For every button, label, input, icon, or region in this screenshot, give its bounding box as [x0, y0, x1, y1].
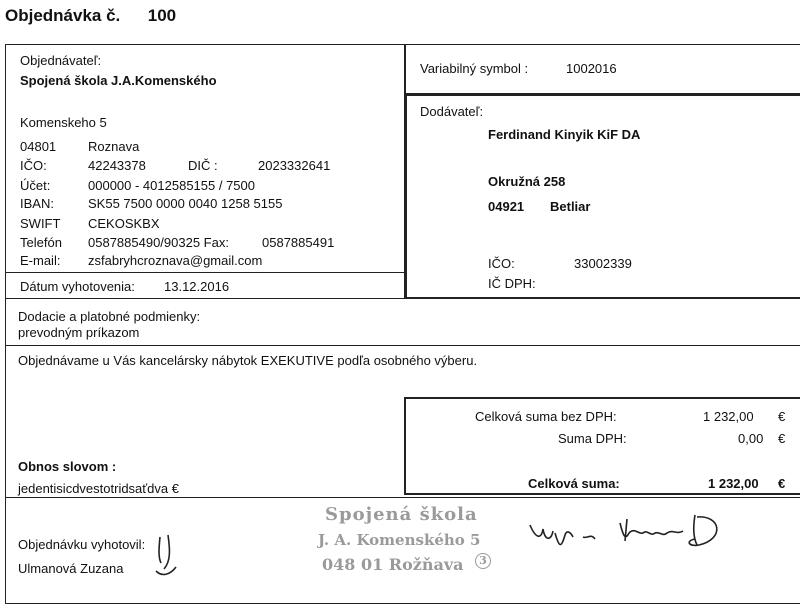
words-value: jedentisicdvestotridsaťdva €	[18, 481, 179, 496]
stamp-line-3: 048 01 Rožňava	[322, 555, 464, 574]
buyer-label: Objednávateľ:	[20, 53, 102, 68]
supplier-label: Dodávateľ:	[420, 104, 484, 119]
date-value: 13.12.2016	[164, 279, 230, 294]
buyer-swift-label: SWIFT	[20, 216, 61, 231]
buyer-dic-label: DIČ :	[188, 158, 218, 173]
variable-symbol-label: Variabilný symbol :	[420, 61, 529, 76]
net-total-label: Celková suma bez DPH:	[475, 409, 617, 424]
stamp-line-1: Spojená škola	[325, 504, 478, 525]
supplier-city: Betliar	[550, 199, 591, 214]
buyer-street: Komenskeho 5	[20, 115, 107, 130]
grand-total-value: 1 232,00	[708, 476, 759, 491]
grand-total-label: Celková suma:	[528, 476, 620, 491]
buyer-iban-label: IBAN:	[20, 196, 54, 211]
date-separator	[5, 272, 405, 273]
buyer-phone: 0587885490/90325 Fax:	[88, 235, 229, 250]
buyer-account: 000000 - 4012585155 / 7500	[88, 178, 255, 193]
buyer-swift: CEKOSKBX	[88, 216, 160, 231]
initials-signature	[150, 533, 180, 579]
prepared-label: Objednávku vyhotovil:	[18, 537, 146, 552]
buyer-account-label: Účet:	[20, 178, 51, 193]
vat-currency: €	[778, 431, 786, 446]
buyer-city: Roznava	[88, 139, 140, 154]
document-title	[5, 6, 176, 26]
buyer-email-label: E-mail:	[20, 253, 61, 268]
stamp-line-2: J. A. Komenského 5	[318, 531, 481, 549]
stamp-mark: 3	[475, 553, 491, 569]
buyer-fax: 0587885491	[262, 235, 335, 250]
supplier-zip: 04921	[488, 199, 525, 214]
order-number: 100	[147, 6, 177, 25]
buyer-email: zsfabryhcroznava@gmail.com	[88, 253, 263, 268]
terms-separator	[5, 345, 800, 346]
vat-value: 0,00	[738, 431, 764, 446]
supplier-ico-label: IČO:	[488, 256, 515, 271]
buyer-name: Spojená škola J.A.Komenského	[20, 73, 217, 88]
buyer-iban: SK55 7500 0000 0040 1258 5155	[88, 196, 283, 211]
terms-value: prevodným príkazom	[18, 325, 140, 340]
prepared-name: Ulmanová Zuzana	[18, 561, 124, 576]
vat-label: Suma DPH:	[558, 431, 627, 446]
title-label: Objednávka č.	[5, 6, 121, 25]
buyer-dic: 2023332641	[258, 158, 331, 173]
variable-symbol-value: 1002016	[566, 61, 617, 76]
words-label: Obnos slovom :	[18, 459, 117, 474]
buyer-ico: 42243378	[88, 158, 146, 173]
supplier-icdph-label: IČ DPH:	[488, 276, 536, 291]
terms-label: Dodacie a platobné podmienky:	[18, 309, 201, 324]
handwritten-signature	[525, 505, 730, 555]
words-separator	[5, 497, 800, 498]
buyer-zip: 04801	[20, 139, 57, 154]
buyer-phone-label: Telefón	[20, 235, 62, 250]
supplier-street: Okružná 258	[488, 174, 566, 189]
date-label: Dátum vyhotovenia:	[20, 279, 135, 294]
supplier-ico: 33002339	[574, 256, 632, 271]
net-total-value: 1 232,00	[703, 409, 754, 424]
net-total-currency: €	[778, 409, 786, 424]
order-text: Objednávame u Vás kancelársky nábytok EXEKUTIVE podľa osobného výberu.	[18, 353, 478, 368]
supplier-name: Ferdinand Kinyik KiF DA	[488, 127, 641, 142]
grand-total-currency: €	[778, 476, 786, 491]
buyer-ico-label: IČO:	[20, 158, 47, 173]
